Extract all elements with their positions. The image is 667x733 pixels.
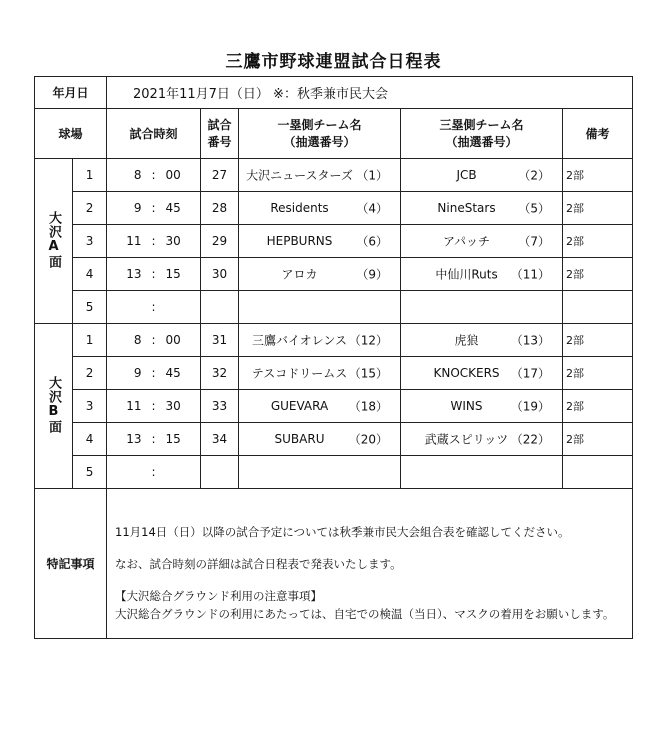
third-base-cell (401, 258, 563, 291)
draw-number: （20） (348, 432, 389, 447)
table-row (35, 423, 633, 456)
draw-number: （12） (348, 333, 389, 348)
header-third-base: 三塁側チーム名 （抽選番号） (401, 109, 563, 159)
team-name: アロカ (281, 267, 318, 282)
game-no-cell (201, 456, 239, 489)
remark-cell: 2部 (563, 159, 633, 192)
time-hour: 13 (126, 267, 142, 281)
time-colon: : (151, 465, 156, 479)
notes-row (35, 489, 633, 639)
note-line: 【大沢総合グラウンド利用の注意事項】 (115, 589, 323, 603)
third-base-cell (401, 192, 563, 225)
first-base-cell (239, 225, 401, 258)
note-line: なお、試合時刻の詳細は試合日程表で発表いたします。 (115, 557, 402, 571)
header-time: 試合時刻 (107, 109, 201, 159)
third-base-cell (401, 324, 563, 357)
game-no-cell: 28 (201, 192, 239, 225)
first-base-cell (239, 390, 401, 423)
draw-number: （15） (348, 366, 389, 381)
venue-name: 大沢A面 (46, 210, 61, 269)
header-first-base: 一塁側チーム名 （抽選番号） (239, 109, 401, 159)
time-minute: 15 (165, 267, 181, 281)
team-name: NineStars (437, 201, 496, 215)
notes-content (107, 489, 633, 639)
table-row (35, 357, 633, 390)
time-minute: 00 (165, 168, 181, 182)
time-colon: : (151, 234, 156, 248)
game-no-cell (201, 291, 239, 324)
draw-number: （13） (510, 333, 551, 348)
table-row (35, 324, 633, 357)
team-name: KNOCKERS (433, 366, 500, 380)
time-colon: : (151, 201, 156, 215)
team-name: 三鷹バイオレンス (252, 333, 347, 348)
team-name: テスコドリームス (251, 366, 348, 381)
seq-cell: 3 (73, 390, 107, 423)
time-hour: 13 (126, 432, 142, 446)
note-line: 11月14日（日）以降の試合予定については秋季兼市民大会組合表を確認してください。 (115, 525, 570, 539)
first-base-cell (239, 423, 401, 456)
header-remarks: 備考 (563, 109, 633, 159)
time-cell (107, 390, 201, 423)
time-cell (107, 225, 201, 258)
remark-cell: 2部 (563, 357, 633, 390)
header-venue: 球場 (35, 109, 107, 159)
game-no-cell: 30 (201, 258, 239, 291)
time-colon: : (151, 333, 156, 347)
remark-cell: 2部 (563, 324, 633, 357)
seq-cell: 2 (73, 192, 107, 225)
team-name: GUEVARA (270, 399, 329, 413)
time-hour: 11 (126, 399, 142, 413)
seq-cell: 4 (73, 258, 107, 291)
date-value: 2021年11月7日（日） ※：秋季兼市民大会 (107, 77, 633, 109)
remark-cell: 2部 (563, 225, 633, 258)
third-base-cell (401, 357, 563, 390)
game-no-cell: 33 (201, 390, 239, 423)
draw-number: （6） (356, 234, 389, 249)
draw-number: （1） (356, 168, 389, 183)
time-minute: 30 (165, 399, 181, 413)
draw-number: （11） (510, 267, 551, 282)
time-hour: 8 (133, 168, 142, 182)
draw-number: （5） (518, 201, 551, 216)
draw-number: （17） (510, 366, 551, 381)
first-base-cell (239, 291, 401, 324)
table-row (35, 192, 633, 225)
page-title: 三鷹市野球連盟試合日程表 (225, 52, 442, 72)
date-label: 年月日 (35, 77, 107, 109)
time-colon: : (151, 432, 156, 446)
draw-number: （4） (356, 201, 389, 216)
game-no-cell: 27 (201, 159, 239, 192)
remark-cell: 2部 (563, 192, 633, 225)
draw-number: （2） (518, 168, 551, 183)
seq-cell: 1 (73, 159, 107, 192)
team-name: SUBARU (274, 432, 325, 446)
team-name: アパッチ (442, 234, 491, 249)
draw-number: （9） (356, 267, 389, 282)
table-row (35, 456, 633, 489)
team-name: JCB (456, 168, 477, 182)
time-colon: : (151, 366, 156, 380)
team-name: 虎狼 (454, 333, 479, 348)
first-base-cell (239, 258, 401, 291)
first-base-cell (239, 324, 401, 357)
table-row (35, 390, 633, 423)
draw-number: （22） (510, 432, 551, 447)
venue-name: 大沢B面 (46, 375, 61, 434)
seq-cell: 2 (73, 357, 107, 390)
third-base-cell (401, 390, 563, 423)
date-row (35, 77, 633, 109)
time-cell (107, 192, 201, 225)
note-line: 大沢総合グラウンドの利用にあたっては、自宅での検温（当日）、マスクの着用をお願いします。 (115, 607, 615, 621)
time-colon: : (151, 267, 156, 281)
venue-cell (35, 324, 73, 489)
team-name: WINS (450, 399, 483, 413)
table-row (35, 258, 633, 291)
table-row (35, 159, 633, 192)
time-cell (107, 258, 201, 291)
team-name: 大沢ニュースターズ (246, 168, 353, 183)
time-cell (107, 456, 201, 489)
third-base-cell (401, 291, 563, 324)
draw-number: （18） (348, 399, 389, 414)
third-base-cell (401, 159, 563, 192)
time-hour: 11 (126, 234, 142, 248)
header-row (35, 109, 633, 159)
time-colon: : (151, 168, 156, 182)
game-no-cell: 31 (201, 324, 239, 357)
seq-cell: 5 (73, 291, 107, 324)
time-minute: 45 (165, 201, 181, 215)
seq-cell: 3 (73, 225, 107, 258)
seq-cell: 5 (73, 456, 107, 489)
third-base-cell (401, 225, 563, 258)
table-row (35, 291, 633, 324)
time-cell (107, 291, 201, 324)
remark-cell: 2部 (563, 390, 633, 423)
time-hour: 9 (133, 366, 142, 380)
game-no-cell: 34 (201, 423, 239, 456)
game-no-cell: 32 (201, 357, 239, 390)
remark-cell (563, 456, 633, 489)
team-name: 武蔵スピリッツ (424, 432, 509, 447)
notes-label: 特記事項 (35, 489, 107, 639)
time-cell (107, 324, 201, 357)
schedule-table (34, 76, 633, 639)
first-base-cell (239, 159, 401, 192)
time-minute: 30 (165, 234, 181, 248)
time-minute: 00 (165, 333, 181, 347)
time-cell (107, 159, 201, 192)
remark-cell (563, 291, 633, 324)
table-row (35, 225, 633, 258)
venue-cell (35, 159, 73, 324)
time-cell (107, 357, 201, 390)
header-game-no: 試合 番号 (201, 109, 239, 159)
team-name: Residents (270, 201, 329, 215)
time-minute: 15 (165, 432, 181, 446)
draw-number: （19） (510, 399, 551, 414)
seq-cell: 1 (73, 324, 107, 357)
time-hour: 8 (133, 333, 142, 347)
remark-cell: 2部 (563, 423, 633, 456)
team-name: 中仙川Ruts (435, 267, 498, 282)
first-base-cell (239, 192, 401, 225)
time-hour: 9 (133, 201, 142, 215)
first-base-cell (239, 357, 401, 390)
time-cell (107, 423, 201, 456)
seq-cell: 4 (73, 423, 107, 456)
third-base-cell (401, 456, 563, 489)
time-colon: : (151, 300, 156, 314)
first-base-cell (239, 456, 401, 489)
time-colon: : (151, 399, 156, 413)
third-base-cell (401, 423, 563, 456)
game-no-cell: 29 (201, 225, 239, 258)
remark-cell: 2部 (563, 258, 633, 291)
time-minute: 45 (165, 366, 181, 380)
team-name: HEPBURNS (266, 234, 333, 248)
draw-number: （7） (518, 234, 551, 249)
